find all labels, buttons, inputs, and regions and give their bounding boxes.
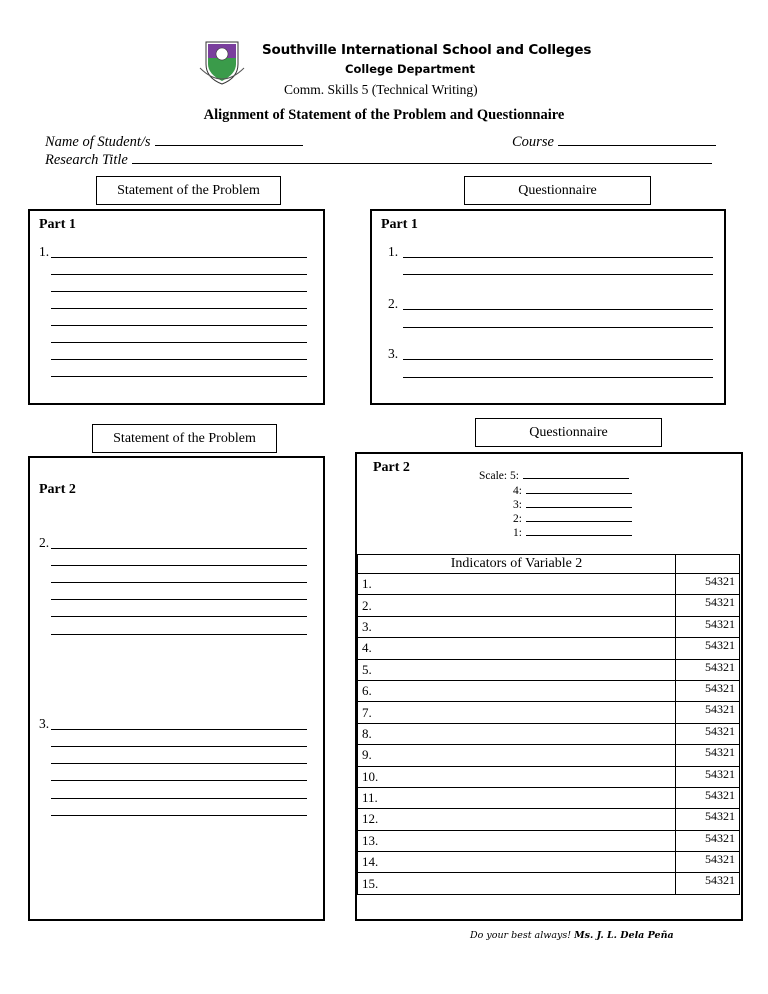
scale-line[interactable] [526,525,632,536]
answer-line[interactable] [51,798,307,799]
answer-line[interactable] [51,325,307,326]
table-row[interactable] [358,659,740,680]
scale-row[interactable] [513,525,632,540]
course-line[interactable] [558,132,716,146]
indicator-number: 12. [358,809,676,830]
table-row[interactable] [358,595,740,616]
answer-line[interactable] [51,729,307,730]
answer-line[interactable] [51,634,307,635]
rating-options[interactable]: 54321 [676,873,740,894]
answer-line[interactable] [51,308,307,309]
indicator-number: 15. [358,873,676,894]
course-field[interactable] [512,132,716,151]
table-row[interactable] [358,638,740,659]
scale-label: 1: [513,527,522,539]
scale-label: Scale: 5: [479,470,519,482]
indicator-number: 14. [358,852,676,873]
indicator-number: 9. [358,745,676,766]
questionnaire-label-2: Questionnaire [475,418,662,447]
table-row[interactable] [358,702,740,723]
part2-left-title: Part 2 [39,482,76,497]
student-name-label: Name of Student/s [45,134,151,150]
indicator-number: 5. [358,659,676,680]
scale-row[interactable] [513,483,632,498]
indicator-number: 13. [358,830,676,851]
school-name: Southville International School and Colleges [262,42,592,58]
answer-line[interactable] [51,359,307,360]
research-title-line[interactable] [132,150,712,164]
scale-line[interactable] [526,483,632,494]
answer-line[interactable] [51,565,307,566]
part1-right-title: Part 1 [381,217,418,232]
part1-right-item-number: 2. [388,296,399,311]
table-row[interactable] [358,616,740,637]
indicator-number: 2. [358,595,676,616]
indicators-table [357,554,740,895]
table-row[interactable] [358,873,740,894]
scale-line[interactable] [526,497,632,508]
answer-line[interactable] [51,616,307,617]
answer-line[interactable] [403,359,713,360]
answer-line[interactable] [51,599,307,600]
answer-line[interactable] [51,274,307,275]
scale-row[interactable] [513,497,632,512]
rating-options[interactable]: 54321 [676,680,740,701]
rating-options[interactable]: 54321 [676,766,740,787]
answer-line[interactable] [403,257,713,258]
table-row[interactable] [358,830,740,851]
indicator-number: 8. [358,723,676,744]
footer-signature [470,930,674,941]
indicator-number: 3. [358,616,676,637]
indicator-number: 4. [358,638,676,659]
answer-line[interactable] [403,309,713,310]
part2-left-item-number: 3. [39,716,50,731]
part2-right-title: Part 2 [373,460,410,475]
answer-line[interactable] [403,377,713,378]
table-row[interactable] [358,574,740,595]
indicator-number: 10. [358,766,676,787]
part1-left-item-number: 1. [39,244,50,259]
student-name-line[interactable] [155,132,303,146]
table-row[interactable] [358,680,740,701]
rating-options[interactable]: 54321 [676,659,740,680]
table-row[interactable] [358,766,740,787]
table-row[interactable] [358,787,740,808]
student-name-field[interactable] [45,132,303,151]
indicator-number: 11. [358,787,676,808]
rating-options[interactable]: 54321 [676,702,740,723]
rating-options[interactable]: 54321 [676,830,740,851]
department-name: College Department [345,62,476,76]
rating-options[interactable]: 54321 [676,595,740,616]
part1-left-title: Part 1 [39,217,76,232]
answer-line[interactable] [403,327,713,328]
part1-questionnaire-panel [370,209,726,405]
rating-options[interactable]: 54321 [676,616,740,637]
indicator-number: 1. [358,574,676,595]
indicator-number: 7. [358,702,676,723]
document-title: Alignment of Statement of the Problem and Questionnaire [203,107,565,123]
part1-right-item-number: 1. [388,244,399,259]
research-title-field[interactable] [45,150,712,169]
answer-line[interactable] [51,548,307,549]
table-header: Indicators of Variable 2 [358,555,676,574]
scale-label: 3: [513,499,522,511]
answer-line[interactable] [51,291,307,292]
course-label: Course [512,134,554,150]
table-header-row [358,555,740,574]
sop-label-1: Statement of the Problem [96,176,281,205]
questionnaire-label-1: Questionnaire [464,176,651,205]
rating-options[interactable]: 54321 [676,745,740,766]
answer-line[interactable] [51,342,307,343]
answer-line[interactable] [403,274,713,275]
scale-line[interactable] [523,468,629,479]
table-row[interactable] [358,809,740,830]
school-logo [198,38,246,86]
indicator-number: 6. [358,680,676,701]
research-title-label: Research Title [45,152,128,168]
rating-options[interactable]: 54321 [676,723,740,744]
footer-motto: Do your best always! [470,930,572,941]
table-row[interactable] [358,745,740,766]
scale-row[interactable] [479,468,629,483]
scale-line[interactable] [526,511,632,522]
answer-line[interactable] [51,746,307,747]
rating-options[interactable]: 54321 [676,787,740,808]
course-title: Comm. Skills 5 (Technical Writing) [284,82,478,97]
part2-left-item-number: 2. [39,535,50,550]
answer-line[interactable] [51,780,307,781]
scale-row[interactable] [513,511,632,526]
footer-teacher: Ms. J. L. Dela Peña [574,930,674,941]
scale-label: 4: [513,485,522,497]
rating-options[interactable]: 54321 [676,638,740,659]
table-row[interactable] [358,852,740,873]
rating-options[interactable]: 54321 [676,809,740,830]
part2-sop-panel [28,456,325,921]
answer-line[interactable] [51,376,307,377]
answer-line[interactable] [51,815,307,816]
rating-options[interactable]: 54321 [676,574,740,595]
scale-label: 2: [513,513,522,525]
rating-options[interactable]: 54321 [676,852,740,873]
answer-line[interactable] [51,582,307,583]
part1-right-item-number: 3. [388,346,399,361]
table-header-rating [676,555,740,574]
answer-line[interactable] [51,763,307,764]
answer-line[interactable] [51,257,307,258]
sop-label-2: Statement of the Problem [92,424,277,453]
table-row[interactable] [358,723,740,744]
